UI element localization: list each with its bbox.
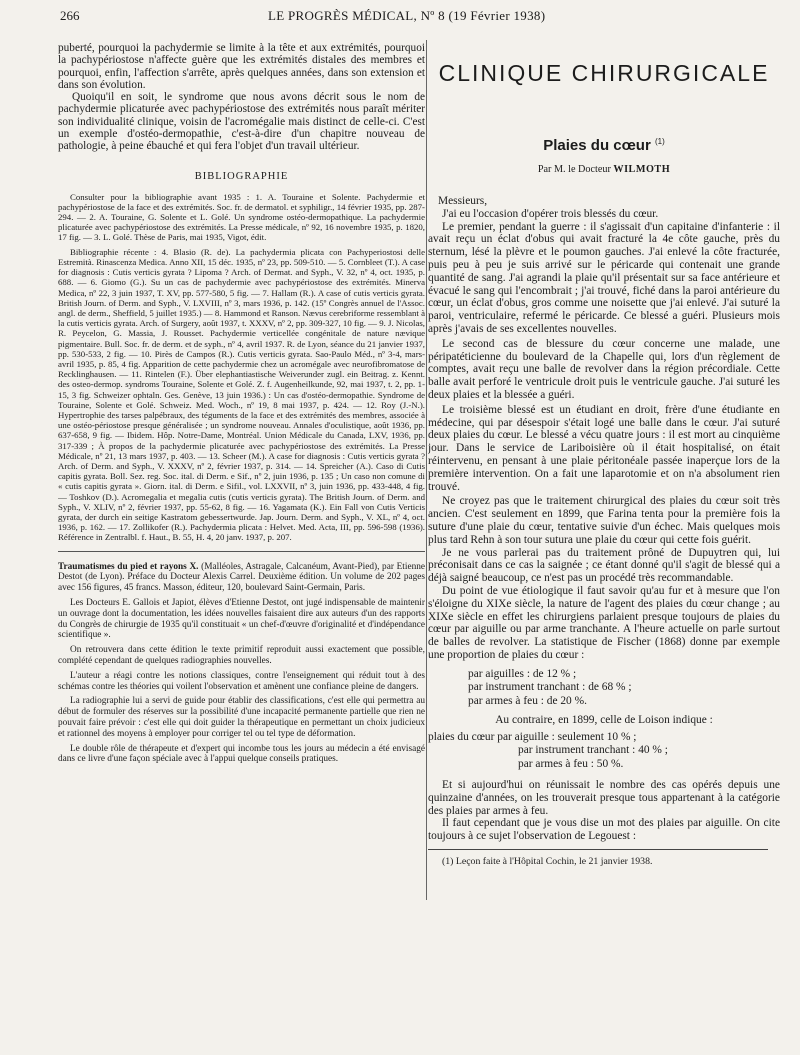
paragraph: Ne croyez pas que le traitement chirurgical des plaies du cœur soit très ancien. C'est seulement en 1899, que Farina tenta pour la première fois la suture d'une plaie du cœur, tentative suivie d'un échec. Mais quelques mois plus tard Rehn à son tour sutura une plaie du cœur qui cette fois guérit. xyxy=(428,495,780,546)
statistic-line: par aiguilles : de 12 % ; xyxy=(468,667,577,680)
paragraph: Je ne vous parlerai pas du traitement prôné de Dupuytren qui, lui préconisait dans ce cas la saignée ; ce étant donné qu'il s'agit de blessé qui a déjà saigné beaucoup, ce n'est pas un procédé très recommandable. xyxy=(428,546,780,585)
review-title: Traumatismes du pied et rayons X. xyxy=(58,561,199,572)
section-rule xyxy=(58,551,425,552)
page-header xyxy=(58,8,780,24)
column-divider xyxy=(426,40,427,900)
statistics-fischer xyxy=(468,668,780,708)
bibliography xyxy=(58,192,425,543)
statistic-line: par armes à feu : 50 %. xyxy=(518,757,624,770)
footnote-reference: (1) xyxy=(654,137,665,146)
statistic-line: par instrument tranchant : de 68 % ; xyxy=(468,681,632,694)
paragraph: Au contraire, en 1899, celle de Loison indique : xyxy=(495,713,713,726)
paragraph: Le second cas de blessure du cœur concerne une malade, une péripatéticienne du boulevard de la Chapelle qui, lors d'un règlement de comptes, avait reçu une balle de revolver dans la région précordiale. Cette balle avait perforé le ventricule droit puis le ventricule gauche. J'ai suturé les deux plaies et la blessée a guéri. xyxy=(428,337,780,401)
statistic-line: par armes à feu : de 20 %. xyxy=(468,694,587,707)
byline-prefix: Par M. le Docteur xyxy=(537,164,611,175)
paragraph: Et si aujourd'hui on réunissait le nombre des cas opérés depuis une quinzaine d'années, on les trouverait presque tous appartenant à la catégorie des plaies par armes à feu. xyxy=(428,778,780,817)
author-name: WILMOTH xyxy=(613,164,671,175)
statistic-line: par instrument tranchant : 40 % ; xyxy=(518,744,668,757)
review-paragraph: L'auteur a réagi contre les notions classiques, contre l'enseignement qui réduit tout à des schémas contre les théories qui voilent l'observation et amènent une confiance pleine de dangers. xyxy=(58,670,425,692)
paragraph: Du point de vue étiologique il faut savoir qu'au fur et à mesure que l'on s'éloigne du XIXe siècle, la nature de l'agent des plaies du cœur change ; au XIXe siècle en effet les chirurgiens parlaient presque toujours de plaies du cœur par aiguille ou par arme tranchante. A l'heure actuelle on parle surtout de balles de revolver. La statistique de Fischer (1868) donne par exemple une proportion de plaies du cœur : xyxy=(428,584,780,661)
paragraph: puberté, pourquoi la pachydermie se limite à la tête et aux extrémités, pourquoi la pachypériostose n'affecte guère que les extrémités distales des membres et pourquoi, enfin, l'affection s'arrête, après quelques années, dans son extension et dans son évolution. xyxy=(58,42,425,91)
paragraph: J'ai eu l'occasion d'opérer trois blessés du cœur. xyxy=(442,207,659,220)
statistic-line: plaies du cœur par aiguille : seulement 10 % ; xyxy=(428,730,637,743)
salutation: Messieurs, xyxy=(438,195,488,207)
review-paragraph: La radiographie lui a servi de guide pour établir des classifications, c'est elle qui permettra au début de formuler des réserves sur la possibilité d'une incapacité permanente partielle que rien ne pouvait faire prévoir : c'est elle qui doit guider la thérapeutique en permettant un choix judicieux et rationnel des moyens à employer pour corriger tel ou tel type de déformation. xyxy=(58,696,425,739)
article-body xyxy=(428,195,780,843)
review-paragraph: Les Docteurs E. Gallois et Japiot, élèves d'Etienne Destot, ont jugé indispensable de maintenir un ouvrage dont la documentation, les idées nouvelles faisaient dire aux auteurs d'un des rapports du Congrès de chirurgie de 1935 qu'il constituait « un chef-d'œuvre d'originalité et d'indépendance scientifique ». xyxy=(58,597,425,641)
review-citation: (Malléoles, Astragale, Calcanéum, Avant-Pied), par Etienne Destot (de Lyon). Préface du Docteur Alexis Carrel. Deuxième édition. Un volume de 202 pages avec 156 figures, 45 francs. Masson, éditeur, 120, boulevard Saint-Germain, Paris. xyxy=(58,561,425,594)
article-conclusion xyxy=(58,42,425,153)
paragraph: Quoiqu'il en soit, le syndrome que nous avons décrit sous le nom de pachydermie plicaturée avec pachypériostose des extrémités nous paraît mériter son individualité clinique, voisin de l'acromégalie mais distinct de celle-ci. C'est un exemple d'ostéo-dermopathie, c'est-à-dire d'un chapitre nouveau de pathologie, à peine ébauché et qui fera l'objet d'un travail ultérieur. xyxy=(58,91,425,153)
paragraph: Le troisième blessé est un étudiant en droit, frère d'une étudiante en médecine, qui par désespoir s'était logé une balle dans le cœur. J'ai suturé deux plaies du cœur. Le blessé a vécu quatre jours : il est mort au cinquième jour. Dans le service de Lariboisière où il était hospitalisé, on était réintervenu, en pensant à une plaie péritonéale passée inaperçue lors de la première intervention. On a fait une laparotomie et on n'a absolument rien trouvé. xyxy=(428,403,780,493)
review-paragraph: On retrouvera dans cette édition le texte primitif reproduit aussi exactement que possible, complété cependant de quelques radiographies nouvelles. xyxy=(58,645,425,666)
book-review xyxy=(58,562,425,766)
footnote: (1) Leçon faite à l'Hôpital Cochin, le 21 janvier 1938. xyxy=(442,855,653,867)
section-title: CLINIQUE CHIRURGICALE xyxy=(438,60,770,86)
byline xyxy=(428,164,780,175)
page-number: 266 xyxy=(60,8,80,23)
paragraph: Le premier, pendant la guerre : il s'agissait d'un capitaine d'infanterie : il avait reçu un éclat d'obus qui avait fracturé la 4e côte gauche, près du sternum, lésé la plèvre et le poumon gauches. J'ai enlevé la côte fracturée, puis peu à peu je suis arrivé sur le péricarde qui contenait une grande quantité de sang. J'ai agrandi la plaie qu'il présentait sur sa face antérieure et évacué le sang qui l'encombrait ; j'ai trouvé, fiché dans la paroi antérieure du cœur, un éclat d'obus, gros comme une noisette que j'ai enlevé. J'ai suturé la paroi, ventriculaire, refermé le péricarde. Ce blessé a guéri. Plusieurs mois après j'avais de ses excellentes nouvelles. xyxy=(428,220,780,335)
paragraph: Il faut cependant que je vous dise un mot des plaies par aiguille. On cite toujours à ce sujet l'observation de Legouest : xyxy=(428,817,780,843)
footnote-rule xyxy=(428,849,768,850)
bibliography-entry: Bibliographie récente : 4. Blasio (R. de). La pachydermia plicata con Pachyperiostosi delle Estremità. Rinascenza Medica. Anno XII, 15 déc. 1935, nº 23, pp. 509-510. — 5. Cornbleet (T.). A case for diagnosis : Cutis verticis gyrata ? Lipoma ? Arch. of Dermat. and Syph., V. 32, nº 4, oct. 1935, p. 688. — 6. Giomo (G.). Su un cas de pachydermie avec pachypériostose des extrémités. Minerva Medica, nº 22, 3 juin 1937, T. XV, pp. 577-580, 5 fig. — 7. Hallam (R.). A case of cutis verticis gyrata. British Journ. of Derm. and Syph., V. LXVIII, nº 3, mars 1936, p. 142. (15º Congrès annuel de l'Assoc. angl. de derm., Sheffield, 5 juillet 1935.) — 8. Hammond et Ranson. Nævus cerebriforme ressemblant à la cutis verticis gyrata. Arch. of Surgery, août 1937, t. XXXV, nº 2, pp. 309-327, 10 fig. — 9. J. Nicolas, R. Peycelon, G. Massia, J. Rousset. Pachydermie verticellée congénitale de nature nævique pigmentaire. Bull. Soc. fr. de derm. et de syph., nº 4, avril 1937. R. de Lyon, séance du 21 janvier 1937, pp. 530-533, 2 fig. — 10. Pirès de Campos (R.). Cutis verticis gyrata. Sao-Paulo Méd., nº 3-4, mars-avril 1935, p. 85, 4 fig. Apparition de cette pachydermie chez un acromégale avec neurofibromatose de Recklinghausen. — 11. Rintelen (F.). Über elephantiastische Weiverunder zugl. ein Beitrag. z. Kennt. des osteo-dermop. syndroms Touraine, Solente et Golé. Z. f. Augenheilkunde, 92, mai 1937, t. 2, pp. 1-15, 3 fig. Schweizer ophtaln. Ges. Genève, 13 juin 1936.) : Un cas d'ostéo-dermopathie. Syndrome de Touraine, Solente et Golé. Schweiz. Med. Woch., nº 19, 8 mai 1937, p. 424. — 12. Roy (J.-N.). Hypertrophie des tarses palpébraux, des téguments de la face et des extrémités des membres, associée à une ostéo-périostose presque généralisée ; un syndrome nouveau. Annales d'oculistique, août 1936, pp. 637-658, 9 fig. — Ibidem. Hôp. Notre-Dame, Montréal. Union Médicale du Canada, LXV, 1936, pp. 317-339 ; À propos de la pachydermie plicaturée avec pachypériostose des extrémités. La Presse Médicale, nº 21, 13 mars 1937, p. 403. — 13. Scheer (M.). A case for diagnosis : Cutis verticis gyrata ? Arch. of Derm. and Syph., V. XXXV, nº 2, février 1937, p. 314. — 14. Spreicher (A.). Caso di Cutis capitis gyrata. Boll. Sez. reg. Soc. ital. di Derm. e Sif., nº 2, juin 1936, p. 135 ; Un caso non comune di « cutis capitis gyrata ». Giorn. ital. di Derm. e Sifil., vol. LXXVII, nº 3, juin 1936, pp. 433-448, 4 fig. — Toshkov (D.). Acromegalia et megalia cutis (cutis verticis gyrata). The British Journ. of Derm. and Syph., V. XLIV, nº 2, février 1937, pp. 55-62, 8 fig. — 16. Yagamata (K.). Ein Fall von Cutis Verticis gyrata, der durch ein seitige Kastratom gebessertwurde. Jap. Journ. Derm. and Syph., V. XL, nº 4, oct. 1936, p. 162. — 17. Zollikofer (R.). Pachydermia plicata : Helvet. Med. Acta, III, pp. 596-598 (1936). Référence in Zentralbl. f. Haut., B. 55, H. 4, 20 janv. 1937, p. 207. xyxy=(58,246,425,543)
bibliography-heading: BIBLIOGRAPHIE xyxy=(194,170,289,182)
bibliography-entry: Consulter pour la bibliographie avant 1935 : 1. A. Touraine et Solente. Pachydermie et pachypériostose de la face et des extrémités. Soc. fr. de dermatol. et syphiligr., 14 février 1935, pp. 287-294. — 2. A. Touraine, G. Solente et L. Golé. Un syndrome ostéo-dermopathique. La pachydermie plicaturée avec pachypériostose des extrémités. La Presse médicale, nº 92, 16 novembre 1935, p. 1820, 17 fig. — 3. L. Golé. Thèse de Paris, mai 1935, Vigot, édit. xyxy=(58,191,425,243)
right-column xyxy=(428,42,780,867)
article-title-text: Plaies du cœur xyxy=(543,137,651,154)
running-title: LE PROGRÈS MÉDICAL, Nº 8 (19 Février 1938) xyxy=(268,8,546,23)
article-title xyxy=(428,137,780,154)
statistics-loison xyxy=(428,731,780,771)
left-column xyxy=(58,42,425,769)
review-paragraph: Le double rôle de thérapeute et d'expert qui incombe tous les jours au médecin a été envisagé dans ce livre d'une façon spéciale avec à l'appui quelque conseils pratiques. xyxy=(58,743,425,765)
